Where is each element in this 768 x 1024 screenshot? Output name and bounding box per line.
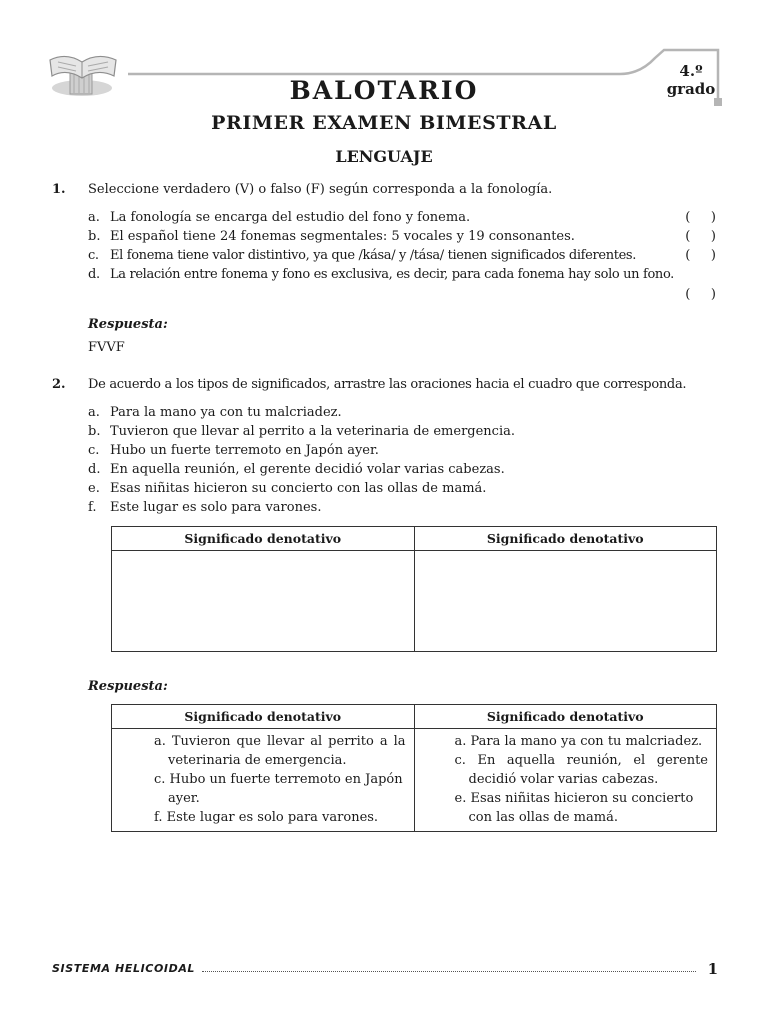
answer-item: a. Tuvieron que llevar al perrito a la veterinaria de emergencia. <box>154 734 406 768</box>
question-1 <box>52 182 720 312</box>
grade-number: 4.º <box>679 62 703 80</box>
q2-option-c[interactable] <box>88 443 379 458</box>
option-text: El español tiene 24 fonemas segmentales: 5 vocales y 19 consonantes. <box>110 229 575 244</box>
option-letter: b. <box>88 229 101 244</box>
page-title: BALOTARIO <box>289 76 479 105</box>
option-text: Esas niñitas hicieron su concierto con las ollas de mamá. <box>110 481 487 496</box>
q2-option-e[interactable] <box>88 481 486 496</box>
footer-dotted-leader <box>202 971 696 972</box>
option-letter: d. <box>88 462 101 477</box>
option-letter: a. <box>88 210 100 225</box>
answer-item: c. En aquella reunión, el gerente decidió volar varias cabezas. <box>454 753 708 787</box>
answer-cell-left <box>112 729 415 832</box>
option-letter: b. <box>88 424 101 439</box>
option-text: En aquella reunión, el gerente decidió volar varias cabezas. <box>110 462 505 477</box>
table-header-right: Significado denotativo <box>414 527 717 551</box>
option-letter: f. <box>88 500 97 515</box>
subject-heading: LENGUAJE <box>335 147 433 166</box>
q1-answer-box-a[interactable]: ( ) <box>685 210 716 225</box>
option-text: La relación entre fonema y fono es exclusiva, es decir, para cada fonema hay solo un fono. <box>110 267 674 282</box>
option-text: Hubo un fuerte terremoto en Japón ayer. <box>110 443 379 458</box>
option-text: Tuvieron que llevar al perrito a la veterinaria de emergencia. <box>110 424 515 439</box>
q1-answer-value: FVVF <box>88 340 125 355</box>
page-number: 1 <box>707 960 718 978</box>
classification-drop-table <box>111 526 717 652</box>
answer-table <box>111 704 717 832</box>
answer-item: c. Hubo un fuerte terremoto en Japón ayer. <box>154 772 403 806</box>
q1-option-a <box>88 210 470 225</box>
option-letter: d. <box>88 267 100 282</box>
grade-word: grado <box>666 80 716 98</box>
option-letter: c. <box>88 248 99 263</box>
q1-option-b <box>88 229 575 244</box>
drop-zone-right[interactable] <box>414 551 717 652</box>
answer-item: f. Este lugar es solo para varones. <box>154 810 379 825</box>
q1-option-c <box>88 248 636 263</box>
q1-option-d <box>88 267 674 282</box>
q1-answer-box-c[interactable]: ( ) <box>685 248 716 263</box>
q2-option-b[interactable] <box>88 424 515 439</box>
q2-answer-label: Respuesta: <box>88 679 168 694</box>
answer-item: a. Para la mano ya con tu malcriadez. <box>454 734 703 749</box>
option-letter: c. <box>88 443 100 458</box>
q1-answer-box-d[interactable]: ( ) <box>685 287 716 302</box>
drop-zone-left[interactable] <box>112 551 415 652</box>
q2-option-a[interactable] <box>88 405 342 420</box>
option-text: El fonema tiene valor distintivo, ya que /kása/ y /tása/ tienen significados diferentes. <box>110 248 637 263</box>
q2-option-d[interactable] <box>88 462 505 477</box>
answer-table-header-right: Significado denotativo <box>414 705 717 729</box>
exam-subtitle: PRIMER EXAMEN BIMESTRAL <box>211 112 557 134</box>
question-2-text: De acuerdo a los tipos de significados, arrastre las oraciones hacia el cuadro que corresponda. <box>88 377 687 392</box>
question-1-number: 1. <box>52 182 66 197</box>
table-header-left: Significado denotativo <box>112 527 415 551</box>
question-2-number: 2. <box>52 377 66 392</box>
option-letter: e. <box>88 481 100 496</box>
question-2 <box>52 377 720 517</box>
q1-answer-box-b[interactable]: ( ) <box>685 229 716 244</box>
footer-brand-label: SISTEMA HELICOIDAL <box>52 962 196 975</box>
answer-item: e. Esas niñitas hicieron su concierto con las ollas de mamá. <box>454 791 694 825</box>
q1-answer-label: Respuesta: <box>88 317 168 332</box>
option-text: Este lugar es solo para varones. <box>110 500 322 515</box>
q2-option-f[interactable] <box>88 500 321 515</box>
question-1-text: Seleccione verdadero (V) o falso (F) según corresponda a la fonología. <box>88 182 553 197</box>
option-text: La fonología se encarga del estudio del fono y fonema. <box>110 210 471 225</box>
option-letter: a. <box>88 405 100 420</box>
page-footer <box>52 962 720 982</box>
option-text: Para la mano ya con tu malcriadez. <box>110 405 342 420</box>
answer-table-header-left: Significado denotativo <box>112 705 415 729</box>
answer-cell-right <box>414 729 717 832</box>
